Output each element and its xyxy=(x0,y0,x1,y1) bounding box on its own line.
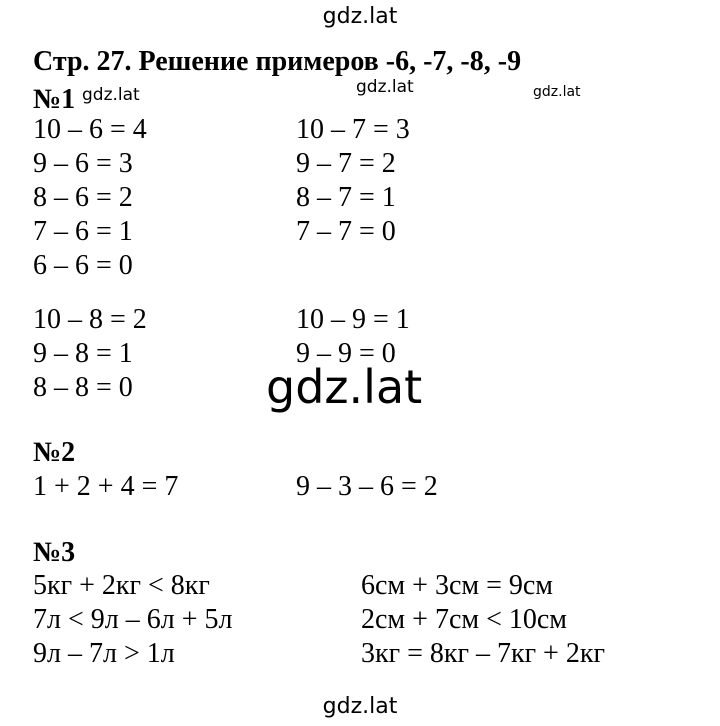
task-1-label: №1 xyxy=(33,84,76,115)
equation: 10 – 9 = 1 xyxy=(296,304,410,335)
equation: 10 – 8 = 2 xyxy=(33,304,147,335)
equation: 8 – 8 = 0 xyxy=(33,372,133,403)
equation: 6 – 6 = 0 xyxy=(33,250,133,281)
comparison: 2см + 7см < 10см xyxy=(361,604,568,635)
equation: 9 – 3 – 6 = 2 xyxy=(296,471,438,502)
equation: 7 – 6 = 1 xyxy=(33,216,133,247)
comparison: 3кг = 8кг – 7кг + 2кг xyxy=(361,638,605,669)
comparison: 6см + 3см = 9см xyxy=(361,570,554,601)
watermark-small-2: gdz.lat xyxy=(356,77,414,97)
equation: 9 – 9 = 0 xyxy=(296,338,396,369)
equation: 8 – 6 = 2 xyxy=(33,182,133,213)
equation: 9 – 7 = 2 xyxy=(296,148,396,179)
page-title: Стр. 27. Решение примеров -6, -7, -8, -9 xyxy=(33,46,522,77)
comparison: 9л – 7л > 1л xyxy=(33,638,175,669)
watermark-small-1: gdz.lat xyxy=(82,85,140,105)
watermark-center: gdz.lat xyxy=(266,360,423,414)
comparison: 7л < 9л – 6л + 5л xyxy=(33,604,233,635)
equation: 8 – 7 = 1 xyxy=(296,182,396,213)
equation: 7 – 7 = 0 xyxy=(296,216,396,247)
comparison: 5кг + 2кг < 8кг xyxy=(33,570,210,601)
equation: 9 – 8 = 1 xyxy=(33,338,133,369)
watermark-small-3: gdz.lat xyxy=(533,84,581,100)
watermark-top: gdz.lat xyxy=(322,4,398,29)
equation: 10 – 7 = 3 xyxy=(296,114,410,145)
equation: 1 + 2 + 4 = 7 xyxy=(33,471,179,502)
equation: 9 – 6 = 3 xyxy=(33,148,133,179)
equation: 10 – 6 = 4 xyxy=(33,114,147,145)
watermark-bottom: gdz.lat xyxy=(322,694,398,719)
task-3-label: №3 xyxy=(33,537,76,568)
task-2-label: №2 xyxy=(33,437,76,468)
